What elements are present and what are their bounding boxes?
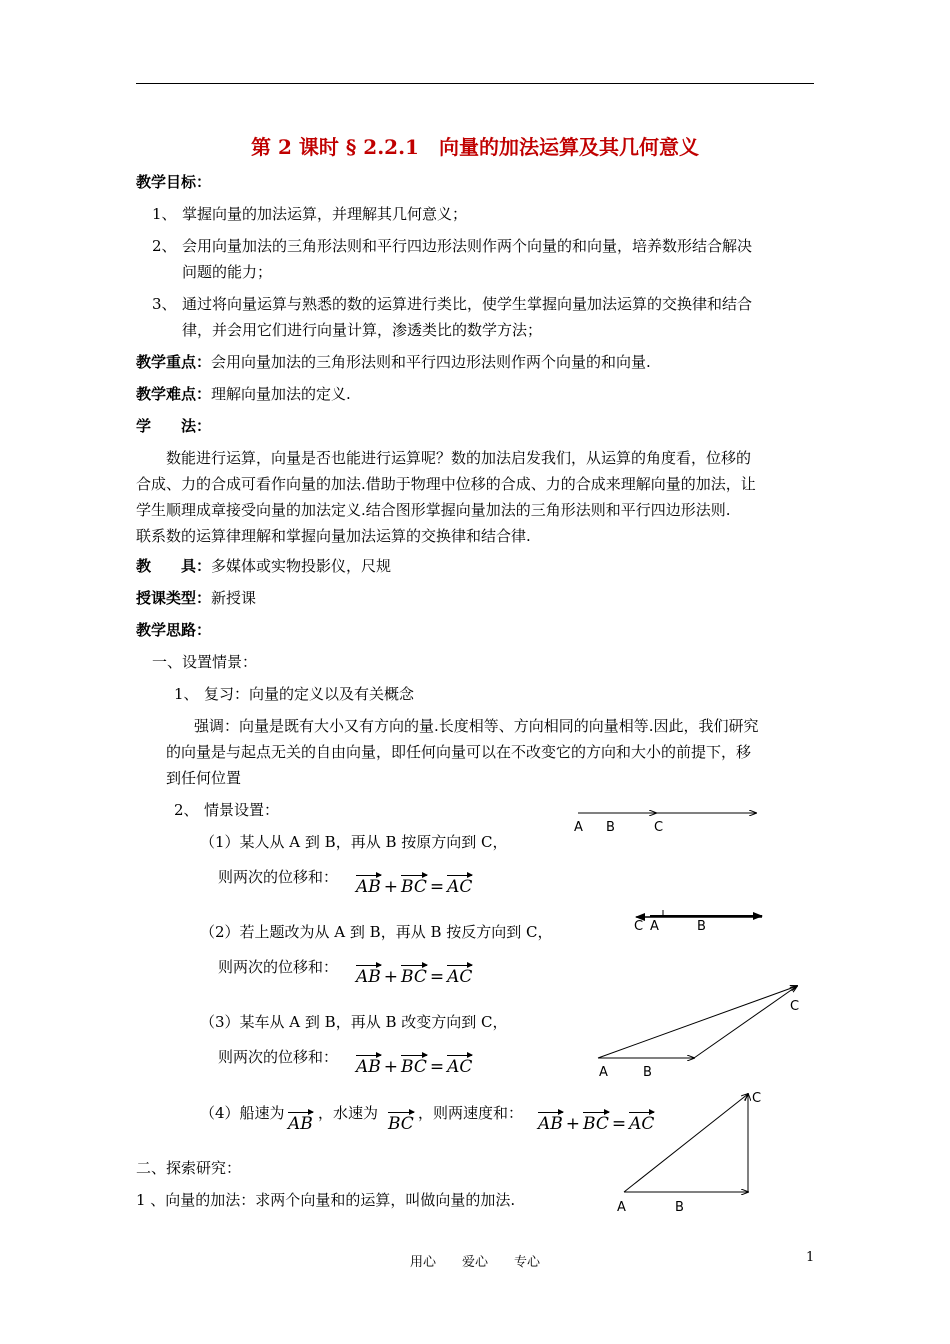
objective-3-num: 3、 xyxy=(152,295,177,313)
review-text: 复习：向量的定义以及有关概念 xyxy=(204,685,415,703)
equals-sign: = xyxy=(429,967,445,987)
vector-ac-arrow xyxy=(624,1094,748,1192)
tools-label: 教 具： xyxy=(136,557,212,575)
plus-sign: + xyxy=(383,967,399,987)
lesson-type-text: 新授课 xyxy=(211,589,257,607)
diagram-3-triangle xyxy=(598,986,800,1058)
scenario-text: 情景设置： xyxy=(204,801,280,819)
label-b: B xyxy=(675,1200,684,1215)
page-title: 第 2 课时 § 2.2.1 向量的加法运算及其几何意义 xyxy=(251,135,699,159)
case-4-sum-label: ，则两速度和： xyxy=(418,1104,524,1122)
case-1-text: （1）某人从 A 到 B，再从 B 按原方向到 C， xyxy=(200,833,508,851)
case-1-sum-label: 则两次的位移和： xyxy=(218,868,339,886)
review-num: 1、 xyxy=(174,685,199,703)
vector-ac: AC xyxy=(447,873,472,897)
label-c: C xyxy=(654,820,664,835)
label-b: B xyxy=(643,1065,652,1080)
objective-2-line2: 问题的能力； xyxy=(182,263,273,281)
objective-2-line1: 会用向量加法的三角形法则和平行四边形法则作两个向量的和向量，培养数形结合解决 xyxy=(182,237,753,255)
method-line-4: 联系数的运算律理解和掌握向量加法运算的交换律和结合律. xyxy=(136,527,531,545)
emphasis-line-2: 的向量是与起点无关的自由向量，即任何向量可以在不改变它的方向和大小的前提下，移 xyxy=(166,743,752,761)
vector-bc: BC xyxy=(401,873,427,897)
label-c: C xyxy=(790,999,800,1014)
plus-sign: + xyxy=(565,1114,581,1134)
label-c: C xyxy=(752,1091,762,1106)
difficulty-label: 教学难点： xyxy=(136,385,212,403)
label-a: A xyxy=(574,820,583,835)
objective-3-line2: 律，并会用它们进行向量计算，渗透类比的数学方法； xyxy=(182,321,543,339)
objective-1-text: 掌握向量的加法运算，并理解其几何意义； xyxy=(182,205,468,223)
vector-ab: AB xyxy=(538,1110,563,1134)
approach-heading: 教学思路： xyxy=(136,621,212,639)
vector-bc: BC xyxy=(388,1110,414,1134)
case-3-text: （3）某车从 A 到 B，再从 B 改变方向到 C， xyxy=(200,1013,508,1031)
vector-bc: BC xyxy=(583,1110,609,1134)
method-line-2: 合成、力的合成可看作向量的加法.借助于物理中位移的合成、力的合成来理解向量的加法，让 xyxy=(136,475,756,493)
method-line-1: 数能进行运算，向量是否也能进行运算呢？数的加法启发我们，从运算的角度看，位移的 xyxy=(166,449,752,467)
equals-sign: = xyxy=(611,1114,627,1134)
plus-sign: + xyxy=(383,1057,399,1077)
equals-sign: = xyxy=(429,877,445,897)
vector-ab: AB xyxy=(356,873,381,897)
definition-text: 1 、向量的加法：求两个向量和的运算，叫做向量的加法. xyxy=(136,1191,516,1209)
tools-text: 多媒体或实物投影仪，尺规 xyxy=(211,557,392,575)
method-label: 学 法： xyxy=(136,417,212,435)
page-footer: 用心 爱心 专心 xyxy=(409,1255,540,1270)
lesson-type-label: 授课类型： xyxy=(136,589,212,607)
label-b: B xyxy=(606,820,615,835)
objective-3-line1: 通过将向量运算与熟悉的数的运算进行类比，使学生掌握向量加法运算的交换律和结合 xyxy=(182,295,753,313)
vector-ac: AC xyxy=(447,963,472,987)
diagram-4-right-triangle xyxy=(624,1094,748,1192)
equals-sign: = xyxy=(429,1057,445,1077)
emphasis-line-1: 强调：向量是既有大小又有方向的量.长度相等、方向相同的向量相等.因此，我们研究 xyxy=(194,717,759,735)
plus-sign: + xyxy=(383,877,399,897)
page-number: 1 xyxy=(806,1250,815,1265)
diagram-2-opposite-direction xyxy=(636,910,762,917)
label-a: A xyxy=(617,1200,626,1215)
vector-bc-arrow xyxy=(694,986,800,1058)
section-1-heading: 一、设置情景： xyxy=(152,653,258,671)
vector-ab: AB xyxy=(356,963,381,987)
difficulty-text: 理解向量加法的定义. xyxy=(211,385,351,403)
vector-ab: AB xyxy=(288,1110,313,1134)
vector-ab: AB xyxy=(356,1053,381,1077)
label-b: B xyxy=(697,919,706,934)
key-point-text: 会用向量加法的三角形法则和平行四边形法则作两个向量的和向量. xyxy=(211,353,651,371)
objective-1-num: 1、 xyxy=(152,205,177,223)
case-2-text: （2）若上题改为从 A 到 B，再从 B 按反方向到 C， xyxy=(200,923,553,941)
vector-ac: AC xyxy=(447,1053,472,1077)
scenario-num: 2、 xyxy=(174,801,199,819)
case-4-water-label: ，水速为 xyxy=(318,1104,379,1122)
vector-bc: BC xyxy=(401,963,427,987)
vector-bc: BC xyxy=(401,1053,427,1077)
label-c: C xyxy=(634,919,644,934)
emphasis-line-3: 到任何位置 xyxy=(166,769,242,787)
objective-2-num: 2、 xyxy=(152,237,177,255)
label-a: A xyxy=(650,919,659,934)
vector-ac: AC xyxy=(629,1110,654,1134)
label-a: A xyxy=(599,1065,608,1080)
vector-ac-arrow xyxy=(598,986,800,1058)
case-2-sum-label: 则两次的位移和： xyxy=(218,958,339,976)
section-2-heading: 二、探索研究： xyxy=(136,1159,242,1177)
key-point-label: 教学重点： xyxy=(136,353,212,371)
case-3-sum-label: 则两次的位移和： xyxy=(218,1048,339,1066)
objectives-heading: 教学目标： xyxy=(136,173,212,191)
method-line-3: 学生顺理成章接受向量的加法定义.结合图形掌握向量加法的三角形法则和平行四边形法则. xyxy=(136,501,731,519)
case-4-prefix: （4）船速为 xyxy=(200,1104,285,1122)
